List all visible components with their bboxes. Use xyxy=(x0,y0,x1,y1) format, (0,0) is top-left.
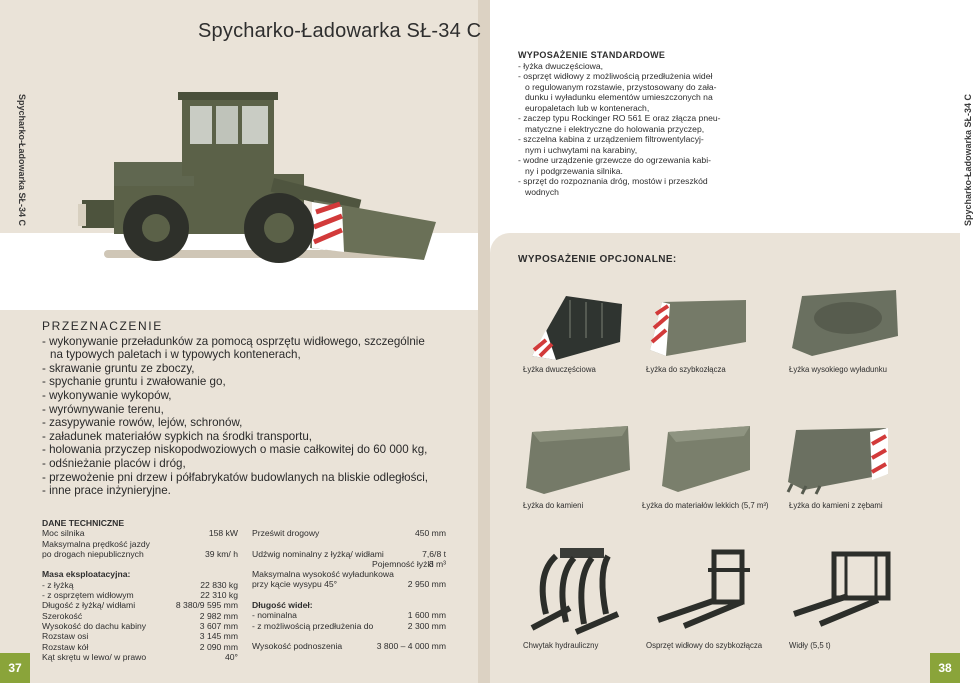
tech-row xyxy=(252,600,446,610)
loader-cab-roof xyxy=(178,92,278,100)
purpose-line: - zasypywanie rowów, lejów, schronów, xyxy=(42,416,243,430)
bucket-quick-coupler-image xyxy=(646,296,750,358)
purpose-line: na typowych paletach i w typowych kontenerach, xyxy=(50,348,301,362)
tech-label: Wysokość do dachu kabiny xyxy=(42,620,147,631)
caption-bucket-stones: Łyżka do kamieni xyxy=(523,501,584,510)
purpose-line: - odśnieżanie placów i dróg, xyxy=(42,456,186,470)
std-line: - osprzęt widłowy z możliwością przedłużenia wideł xyxy=(518,71,713,81)
tech-value: 3 m³ xyxy=(428,558,446,569)
tech-row xyxy=(42,631,238,641)
standard-equipment xyxy=(518,50,743,197)
side-label-right: Spycharko-Ładowarka SŁ-34 C xyxy=(963,93,973,227)
page-title: Spycharko-Ładowarka SŁ-34 C xyxy=(198,20,482,42)
tech-row xyxy=(252,559,446,569)
purpose-line: - spychanie gruntu i zwałowanie go, xyxy=(42,375,226,389)
tech-label: Moc silnika xyxy=(42,528,85,539)
tech-row xyxy=(42,528,238,538)
standard-equipment-list xyxy=(518,61,743,198)
purpose-line: - skrawanie gruntu ze zboczy, xyxy=(42,361,195,375)
tech-row xyxy=(252,528,446,538)
purpose-line: - załadunek materiałów sypkich na środki transportu, xyxy=(42,429,313,443)
tech-label: Szerokość xyxy=(42,610,83,621)
tech-data-right xyxy=(252,528,446,652)
standard-equipment-heading: WYPOSAŻENIE STANDARDOWE xyxy=(518,50,666,60)
tech-value: 22 830 kg xyxy=(200,579,238,590)
loader-rear-stripes xyxy=(78,204,86,226)
tech-row xyxy=(42,559,238,569)
caption-bucket-light-materials: Łyżka do materiałów lekkich (5,7 m³) xyxy=(642,501,769,510)
tech-row xyxy=(252,538,446,548)
tech-label: Prześwit drogowy xyxy=(252,528,320,538)
tech-row xyxy=(252,610,446,620)
bucket-light-materials-image xyxy=(658,422,754,494)
fork-quick-coupler-image xyxy=(654,548,758,628)
tech-value: 39 km/ h xyxy=(205,548,238,559)
tech-label: - z osprzętem widłowym xyxy=(42,590,134,601)
tech-row xyxy=(42,621,238,631)
tech-row xyxy=(252,641,446,651)
tech-row xyxy=(42,652,238,662)
purpose-line: - przewożenie pni drzew i półfabrykatów budowlanych na bliskie odległości, xyxy=(42,470,429,484)
purpose-line: - wyrównywanie terenu, xyxy=(42,402,164,416)
tech-label: Rozstaw kół xyxy=(42,641,89,652)
tech-value: 3 145 mm xyxy=(199,631,238,642)
tech-label: Masa eksploatacyjna: xyxy=(42,569,131,580)
tech-row xyxy=(42,569,238,579)
tech-label: po drogach niepublicznych xyxy=(42,548,144,559)
tech-label: przy kącie wysypu 45° xyxy=(252,579,338,590)
purpose-line: - wykonywanie przeładunków za pomocą osprzętu widłowego, szczególnie xyxy=(42,334,425,348)
tech-label: Długość wideł: xyxy=(252,600,313,611)
std-line: wodnych xyxy=(525,186,559,197)
tech-value: 2 950 mm xyxy=(407,579,446,590)
tech-label: Kąt skrętu w lewo/ w prawo xyxy=(42,651,147,662)
tech-label: Rozstaw osi xyxy=(42,631,89,642)
purpose-line: - holowania przyczep niskopodwoziowych o masie całkowitej do 60 000 kg, xyxy=(42,443,428,457)
tech-data-heading: DANE TECHNICZNE xyxy=(42,518,125,528)
purpose-heading: PRZEZNACZENIE xyxy=(42,319,163,333)
purpose-section xyxy=(42,320,428,498)
tech-value: 2 300 mm xyxy=(407,620,446,631)
std-line: - wodne urządzenie grzewcze do ogrzewania kabi- xyxy=(518,155,711,165)
purpose-line: - wykonywanie wykopów, xyxy=(42,388,172,402)
caption-hydraulic-grab: Chwytak hydrauliczny xyxy=(523,641,599,650)
std-line: nym i uchwytami na karabiny, xyxy=(525,144,638,155)
caption-bucket-stones-teeth: Łyżka do kamieni z zębami xyxy=(789,501,883,510)
side-label-left: Spycharko-Ładowarka SŁ-34 C xyxy=(17,93,28,227)
tech-label: Wysokość podnoszenia xyxy=(252,641,343,652)
hydraulic-grab-image xyxy=(526,544,622,636)
tech-label: Maksymalna wysokość wyładunkowa xyxy=(252,569,394,580)
tech-row xyxy=(42,539,238,549)
page-number-left: 37 xyxy=(0,653,30,683)
tech-label: Pojemność łyżki xyxy=(372,558,434,569)
tech-row xyxy=(252,621,446,631)
tech-value: 450 mm xyxy=(414,528,446,538)
tech-label: Długość z łyżką/ widłami xyxy=(42,600,136,611)
page-number-right: 38 xyxy=(930,653,960,683)
bucket-high-dump-image xyxy=(788,288,902,358)
tech-data-left xyxy=(42,518,238,662)
tech-label: Maksymalna prędkość jazdy xyxy=(42,538,150,549)
std-line: - łyżka dwuczęściowa, xyxy=(518,60,604,71)
tech-label: Udźwig nominalny z łyżką/ widłami xyxy=(252,548,384,559)
tech-label: - z łyżką xyxy=(42,579,74,590)
tech-row xyxy=(42,611,238,621)
tech-value: 7,6/8 t xyxy=(422,548,446,559)
gutter-strip xyxy=(478,0,490,683)
tech-value: 2 090 mm xyxy=(199,641,238,652)
loader-cab-window-1 xyxy=(190,106,212,144)
tech-value: 1 600 mm xyxy=(407,610,446,621)
tech-row xyxy=(42,590,238,600)
loader-cab-window-3 xyxy=(242,106,268,144)
loader-cab-window-2 xyxy=(216,106,238,144)
tech-row xyxy=(252,549,446,559)
tech-row xyxy=(252,579,446,589)
optional-equipment-heading: WYPOSAŻENIE OPCJONALNE: xyxy=(518,254,677,265)
bucket-two-piece-image xyxy=(526,290,626,362)
tech-value: 3 607 mm xyxy=(199,620,238,631)
purpose-line: - inne prace inżynieryjne. xyxy=(42,484,171,498)
std-line: - zaczep typu Rockinger RO 561 E oraz złącza pneu- xyxy=(518,113,721,123)
std-line: ny i podgrzewania silnika. xyxy=(525,165,623,176)
std-line: - sprzęt do rozpoznania dróg, mostów i przeszkód xyxy=(518,176,708,186)
caption-fork-quick-coupler: Osprzęt widłowy do szybkozłącza xyxy=(646,641,763,650)
forks-image xyxy=(790,550,894,628)
std-line: europaletach lub w kontenerach, xyxy=(525,102,650,113)
tech-row xyxy=(42,642,238,652)
std-line: matyczne i elektryczne do holowania przyczep, xyxy=(525,123,705,134)
tech-label: - z możliwością przedłużenia do xyxy=(252,620,374,631)
caption-bucket-quick-coupler: Łyżka do szybkozłącza xyxy=(646,365,726,374)
tech-label: - nominalna xyxy=(252,610,297,621)
tech-row xyxy=(252,590,446,600)
tech-row xyxy=(42,600,238,610)
bucket-stones-teeth-image xyxy=(784,424,892,496)
tech-row xyxy=(42,580,238,590)
bucket-stones-image xyxy=(522,424,634,496)
caption-bucket-two-piece: Łyżka dwuczęściowa xyxy=(523,365,596,374)
std-line: o regulowanym rozstawie, przystosowany do zała- xyxy=(525,81,717,92)
tech-row xyxy=(252,569,446,579)
caption-bucket-high-dump: Łyżka wysokiego wyładunku xyxy=(789,365,887,374)
tech-value: 3 800 – 4 000 mm xyxy=(376,641,446,652)
caption-forks: Widły (5,5 t) xyxy=(789,641,831,650)
tech-row xyxy=(42,549,238,559)
tech-row xyxy=(252,631,446,641)
tech-value: 2 982 mm xyxy=(199,610,238,621)
tech-value: 22 310 kg xyxy=(200,590,238,601)
tech-value: 8 380/9 595 mm xyxy=(175,600,238,611)
std-line: - szczelna kabina z urządzeniem filtrowentylacyj- xyxy=(518,134,704,144)
tech-value: 158 kW xyxy=(208,528,238,539)
loader-illustration xyxy=(74,82,454,267)
tech-value: 40° xyxy=(225,651,238,662)
std-line: dunku i wyładunku elementów umieszczonych na xyxy=(525,92,713,102)
